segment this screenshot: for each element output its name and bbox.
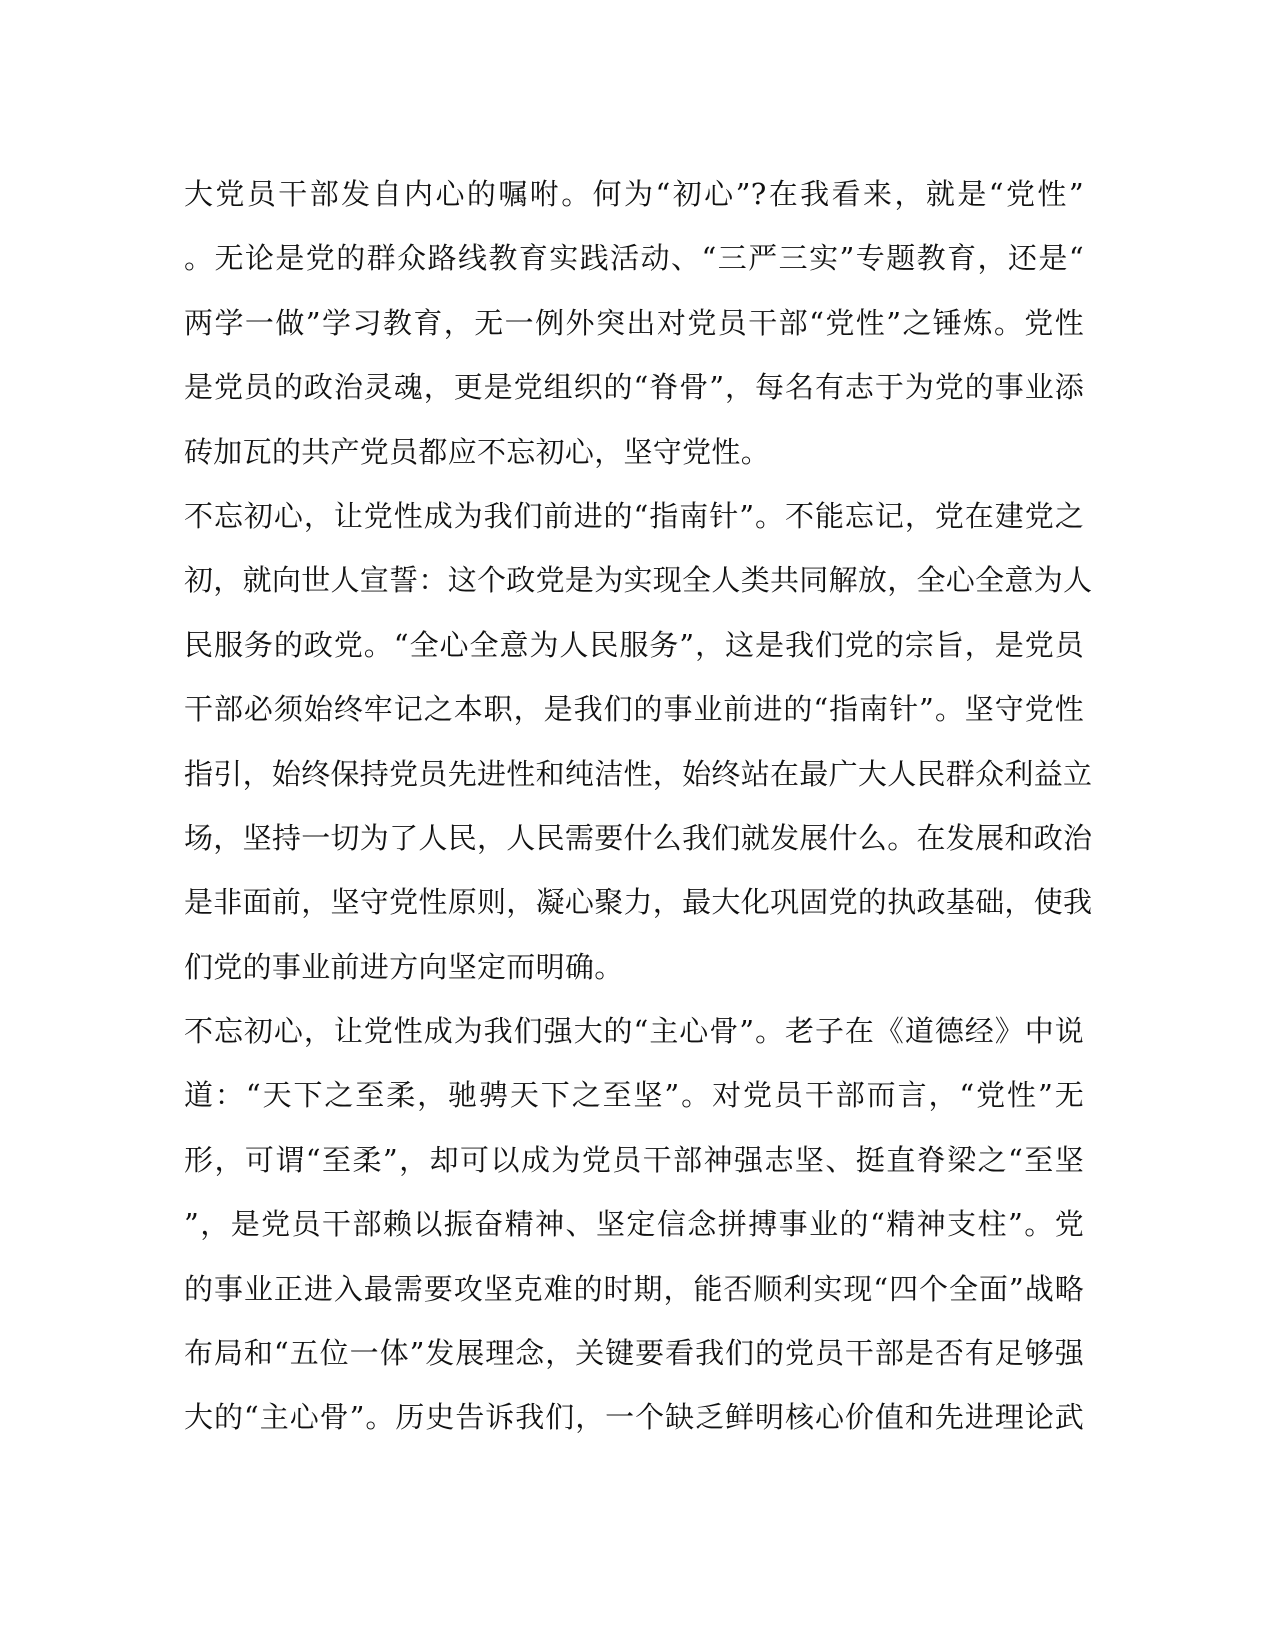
text-line: 。无论是党的群众路线教育实践活动、“三严三实”专题教育，还是“: [184, 241, 1084, 276]
text-line: 们党的事业前进方向坚定而明确。: [184, 949, 624, 984]
text-line: 道：“天下之至柔，驰骋天下之至坚”。对党员干部而言，“党性”无: [184, 1078, 1084, 1113]
text-line: 干部必须始终牢记之本职，是我们的事业前进的“指南针”。坚守党性: [184, 692, 1084, 727]
text-line: 大党员干部发自内心的嘱咐。何为“初心”?在我看来，就是“党性”: [184, 177, 1084, 211]
text-line: 不忘初心，让党性成为我们强大的“主心骨”。老子在《道德经》中说: [184, 1014, 1084, 1049]
text-line: 形，可谓“至柔”，却可以成为党员干部神强志坚、挺直脊梁之“至坚: [184, 1142, 1084, 1177]
text-line: 不忘初心，让党性成为我们前进的“指南针”。不能忘记，党在建党之: [184, 498, 1084, 533]
text-line: 砖加瓦的共产党员都应不忘初心，坚守党性。: [184, 434, 771, 469]
body-text: [184, 162, 1093, 1450]
text-line: 大的“主心骨”。历史告诉我们，一个缺乏鲜明核心价值和先进理论武: [184, 1400, 1084, 1435]
text-line: 的事业正进入最需要攻坚克难的时期，能否顺利实现“四个全面”战略: [184, 1271, 1084, 1306]
text-line: 初，就向世人宣誓：这个政党是为实现全人类共同解放，全心全意为人: [184, 563, 1093, 598]
text-line: 布局和“五位一体”发展理念，关键要看我们的党员干部是否有足够强: [184, 1336, 1084, 1371]
text-line: 两学一做”学习教育，无一例外突出对党员干部“党性”之锤炼。党性: [184, 305, 1084, 340]
text-line: 是非面前，坚守党性原则，凝心聚力，最大化巩固党的执政基础，使我: [184, 885, 1093, 920]
text-line: 民服务的政党。“全心全意为人民服务”，这是我们党的宗旨，是党员: [184, 627, 1084, 662]
text-line: ”，是党员干部赖以振奋精神、坚定信念拼搏事业的“精神支柱”。党: [184, 1207, 1084, 1242]
text-line: 指引，始终保持党员先进性和纯洁性，始终站在最广大人民群众利益立: [184, 756, 1093, 791]
text-line: 场，坚持一切为了人民，人民需要什么我们就发展什么。在发展和政治: [184, 820, 1093, 855]
text-line: 是党员的政治灵魂，更是党组织的“脊骨”，每名有志于为党的事业添: [184, 370, 1084, 405]
